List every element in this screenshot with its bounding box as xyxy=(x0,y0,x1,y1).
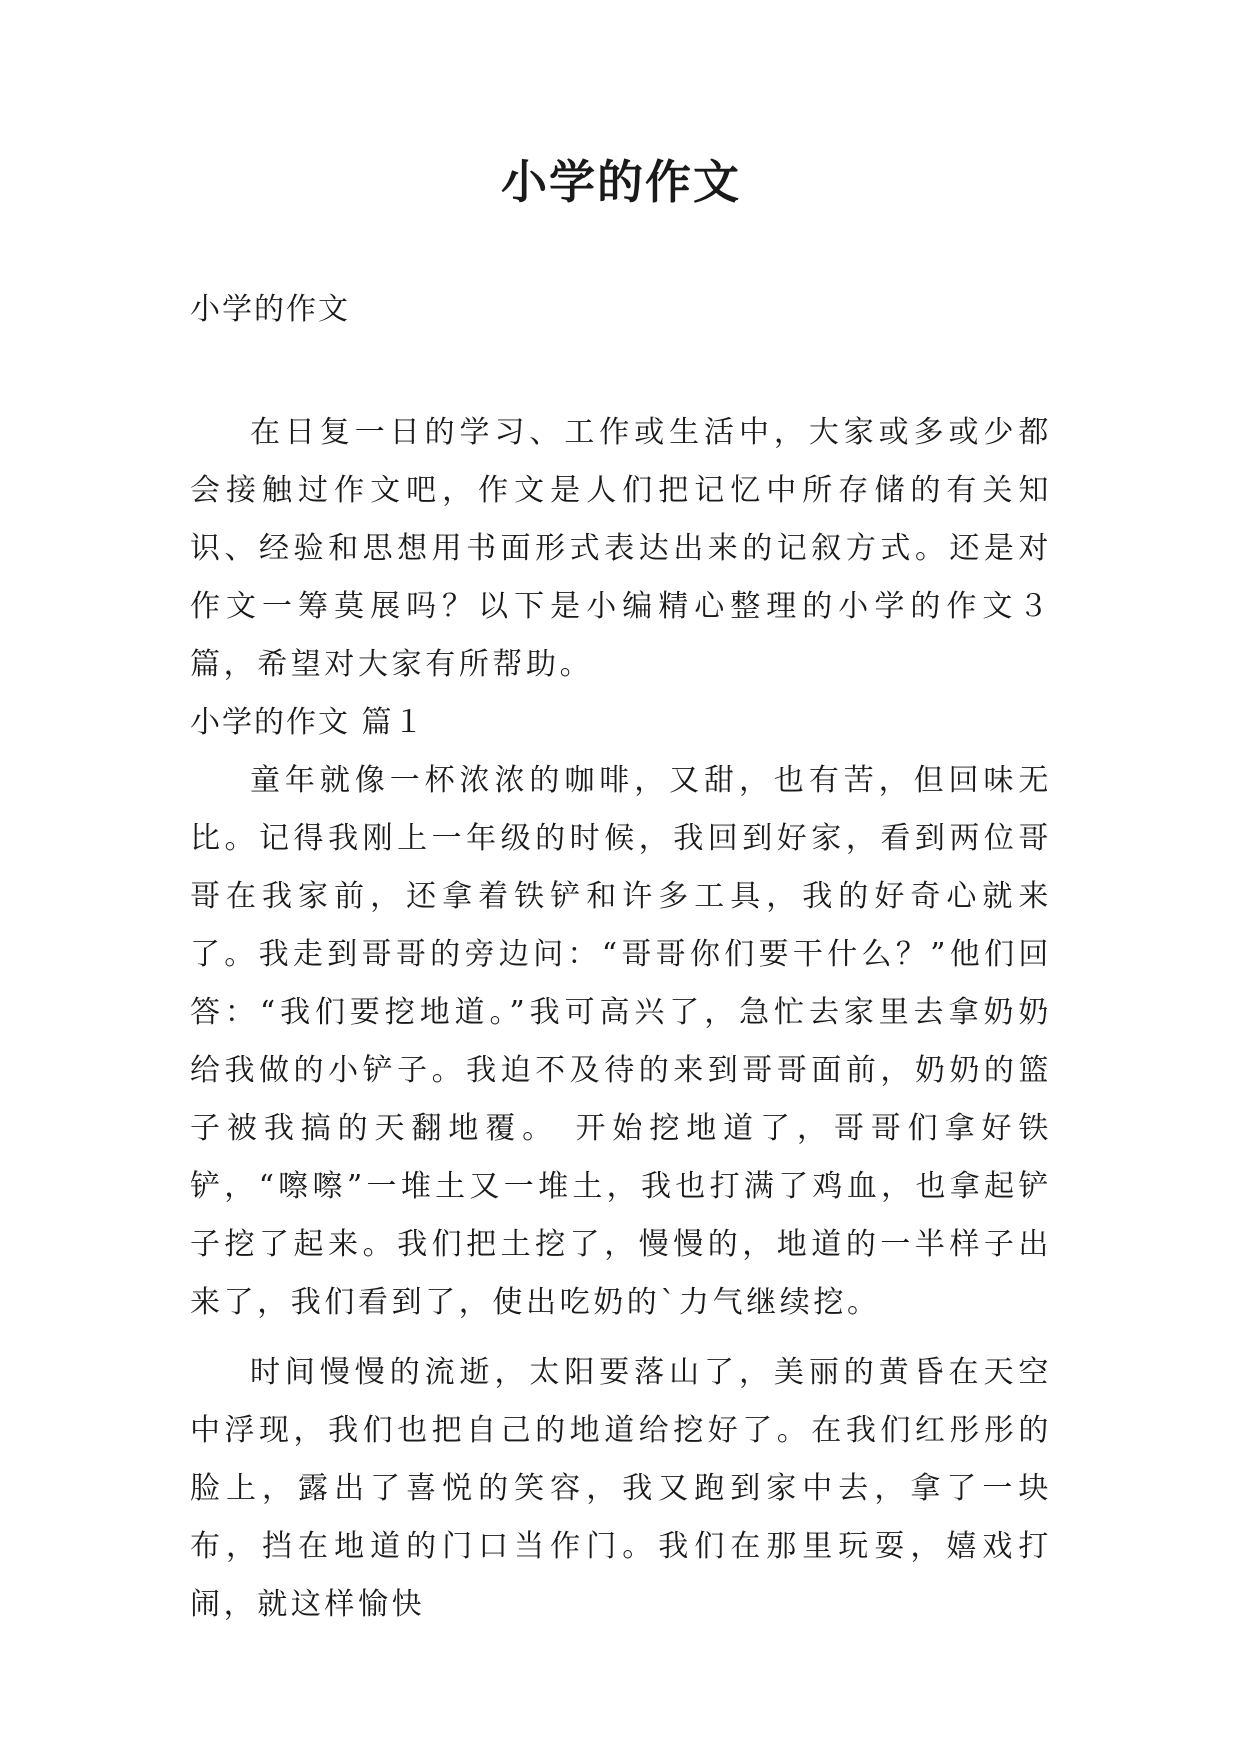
document-body xyxy=(190,404,1052,1634)
body-paragraph: 童年就像一杯浓浓的咖啡，又甜，也有苦，但回味无比。记得我刚上一年级的时候，我回到好家，看到两位哥哥在我家前，还拿着铁铲和许多工具，我的好奇心就来了。我走到哥哥的旁边问：“哥哥你们要干什么？”他们回答：“我们要挖地道。”我可高兴了，急忙去家里去拿奶奶给我做的小铲子。我迫不及待的来到哥哥面前，奶奶的篮子被我搞的天翻地覆。 开始挖地道了，哥哥们拿好铁铲，“嚓嚓”一堆土又一堆土，我也打满了鸡血，也拿起铲子挖了起来。我们把土挖了，慢慢的，地道的一半样子出来了，我们看到了，使出吃奶的`力气继续挖。 xyxy=(190,763,1052,1320)
body-paragraph: 时间慢慢的流逝，太阳要落山了，美丽的黄昏在天空中浮现，我们也把自己的地道给挖好了。在我们红彤彤的脸上，露出了喜悦的笑容，我又跑到家中去，拿了一块布，挡在地道的门口当作门。我们在那里玩耍，嬉戏打闹，就这样愉快 xyxy=(190,1355,1052,1622)
paragraph-gap xyxy=(190,1332,1052,1344)
intro-paragraph: 在日复一日的学习、工作或生活中，大家或多或少都会接触过作文吧，作文是人们把记忆中所存储的有关知识、经验和思想用书面形式表达出来的记叙方式。还是对作文一筹莫展吗？以下是小编精心整理的小学的作文３篇，希望对大家有所帮助。 xyxy=(190,415,1052,682)
document-subtitle: 小学的作文 xyxy=(190,292,350,327)
document-title: 小学的作文 xyxy=(501,155,741,209)
section-heading: 小学的作文 篇１ xyxy=(190,705,426,740)
